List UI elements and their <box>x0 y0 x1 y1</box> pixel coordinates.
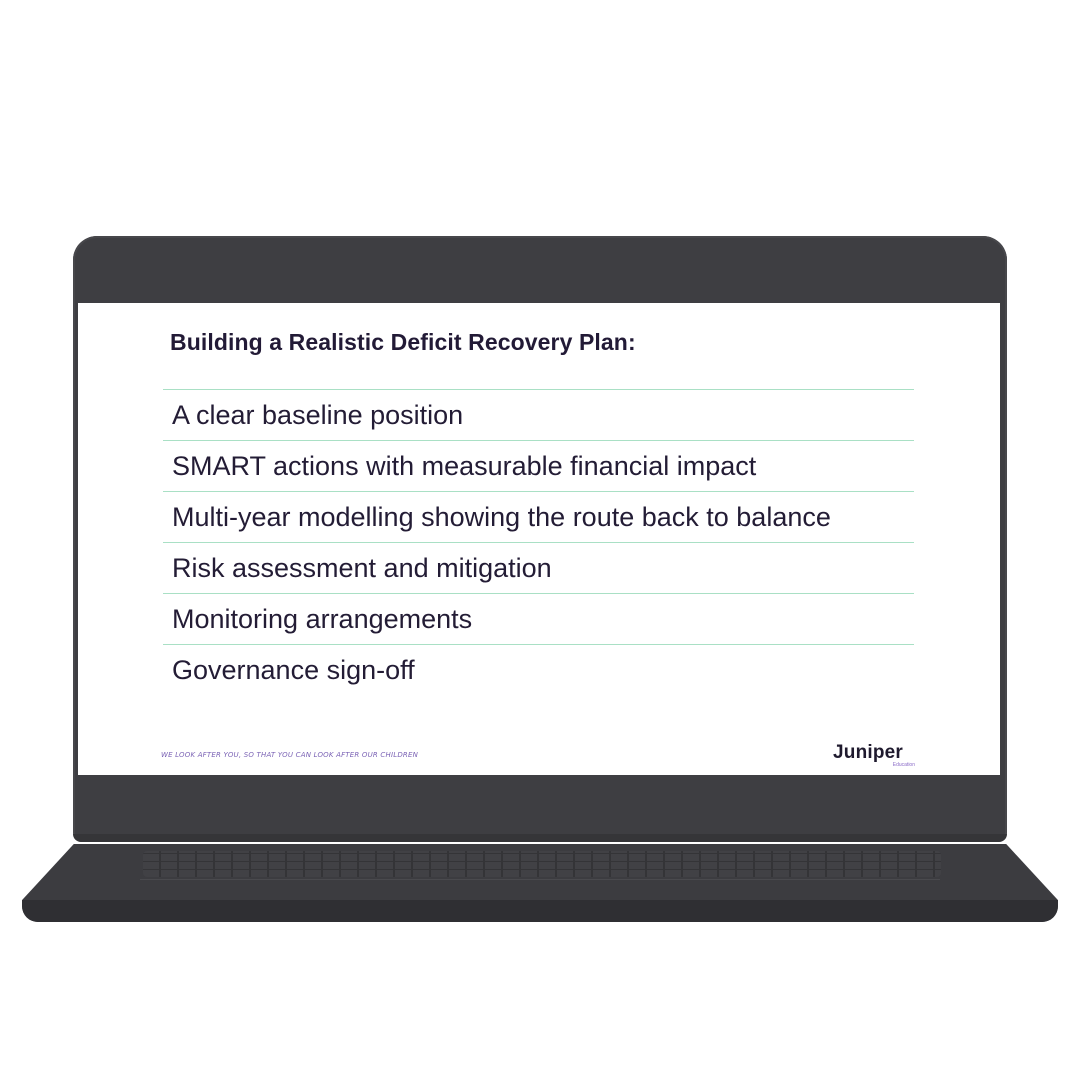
slide-tagline: WE LOOK AFTER YOU, SO THAT YOU CAN LOOK AFTER OUR CHILDREN <box>161 751 419 759</box>
logo-wordmark: Juniper <box>833 742 904 763</box>
list-item: SMART actions with measurable financial impact <box>163 441 914 492</box>
trackpad-left-edge <box>140 879 350 880</box>
laptop-screen <box>78 303 1000 775</box>
trackpad <box>350 879 730 880</box>
trackpad-right-edge <box>730 879 940 880</box>
laptop-base-edge <box>22 900 1058 922</box>
list-item: Governance sign-off <box>172 655 415 685</box>
list-item: Monitoring arrangements <box>163 594 914 645</box>
juniper-logo <box>833 742 915 770</box>
slide-title: Building a Realistic Deficit Recovery Plan: <box>170 329 636 355</box>
plan-list <box>163 389 914 696</box>
lid-hinge <box>73 834 1007 842</box>
list-item: Multi-year modelling showing the route back to balance <box>163 492 914 543</box>
logo-subtitle: Education <box>892 762 915 768</box>
list-item: A clear baseline position <box>163 390 914 441</box>
list-item: Risk assessment and mitigation <box>163 543 914 594</box>
keyboard <box>143 851 941 877</box>
